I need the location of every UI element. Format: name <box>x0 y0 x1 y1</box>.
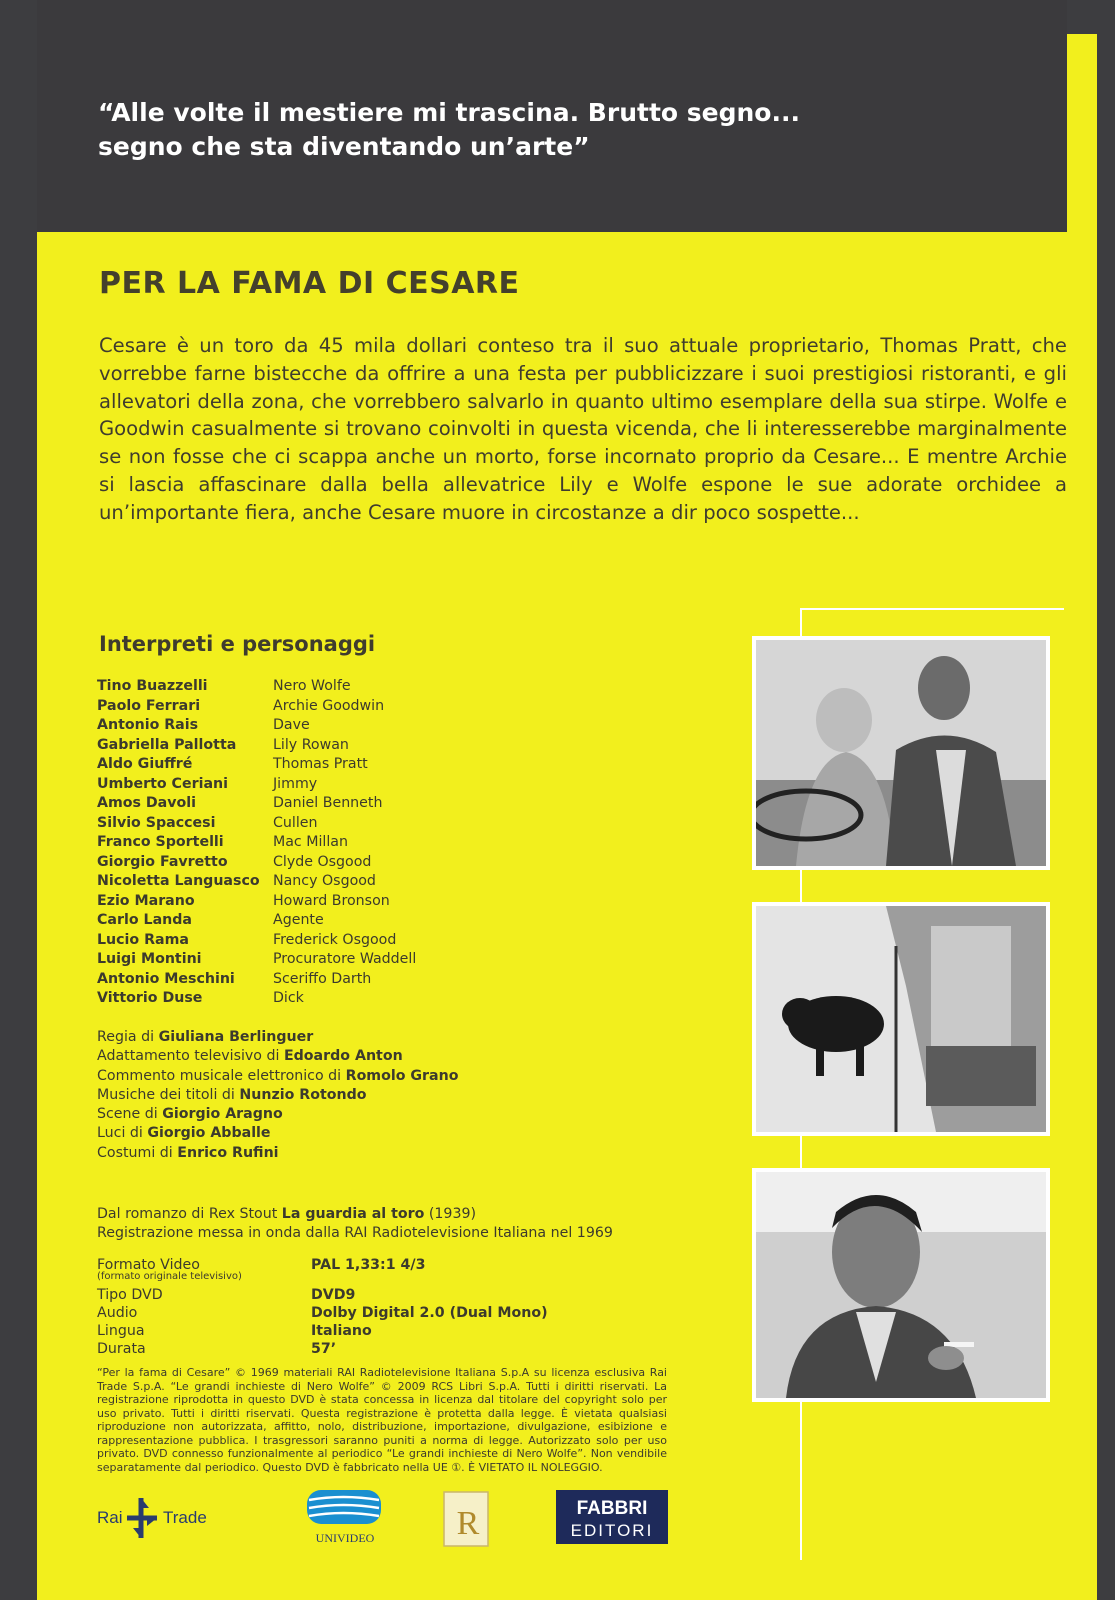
spec-audio-value: Dolby Digital 2.0 (Dual Mono) <box>311 1305 548 1321</box>
cast-row <box>97 853 416 873</box>
cast-row <box>97 775 416 795</box>
crew-person-name: Giorgio Aragno <box>162 1106 283 1123</box>
crew-role-label: Costumi di <box>97 1144 173 1161</box>
crew-person-name: Romolo Grano <box>345 1067 459 1084</box>
crew-role-label: Musiche dei titoli di <box>97 1086 235 1103</box>
cast-row <box>97 755 416 775</box>
fabbri-logo-text: FABBRI <box>576 1498 648 1519</box>
rizzoli-logo <box>442 1490 492 1550</box>
spec-duration <box>97 1340 337 1358</box>
novel-line <box>97 1205 613 1224</box>
spec-type-label: Tipo DVD <box>97 1287 163 1303</box>
cast-actor: Nicoletta Languasco <box>97 873 260 889</box>
crew-person-name: Nunzio Rotondo <box>239 1086 367 1103</box>
crew-role-label: Commento musicale elettronico di <box>97 1067 342 1084</box>
page-title: PER LA FAMA DI CESARE <box>99 266 520 301</box>
crew-line <box>97 1028 458 1047</box>
scene-photo-bull <box>752 902 1050 1136</box>
scene-photo-man <box>752 1168 1050 1402</box>
cast-row <box>97 814 416 834</box>
cast-role: Thomas Pratt <box>273 756 368 772</box>
crew-credits <box>97 1028 458 1163</box>
cast-actor: Silvio Spaccesi <box>97 814 216 831</box>
spec-language-label: Lingua <box>97 1323 145 1339</box>
cast-role: Dave <box>273 717 310 733</box>
spec-language-value: Italiano <box>311 1323 372 1339</box>
spec-type <box>97 1286 356 1304</box>
crew-person-name: Giorgio Abballe <box>147 1125 271 1142</box>
cast-actor: Aldo Giuffré <box>97 756 193 772</box>
spec-duration-value: 57’ <box>311 1341 337 1357</box>
spec-format-label: Formato Video <box>97 1257 200 1273</box>
cast-role: Cullen <box>273 814 318 831</box>
cast-row <box>97 931 416 951</box>
cast-heading: Interpreti e personaggi <box>99 632 376 656</box>
cast-row <box>97 950 416 970</box>
cast-role: Nero Wolfe <box>273 678 351 694</box>
cast-row <box>97 892 416 912</box>
broadcast-line: Registrazione messa in onda dalla RAI Radiotelevisione Italiana nel 1969 <box>97 1225 613 1241</box>
cast-row <box>97 677 416 697</box>
editori-logo-text: EDITORI <box>570 1521 654 1540</box>
cast-role: Mac Millan <box>273 834 348 850</box>
crew-line <box>97 1067 458 1086</box>
cast-actor: Gabriella Pallotta <box>97 736 237 753</box>
scene-photo-car <box>752 636 1050 870</box>
cast-row <box>97 716 416 736</box>
quote-line-2: segno che sta diventando un’arte” <box>98 132 590 161</box>
cast-actor: Antonio Rais <box>97 717 199 733</box>
fabbri-editori-logo <box>556 1490 668 1546</box>
quote <box>98 96 998 164</box>
crew-line <box>97 1105 458 1124</box>
novel-title: La guardia al toro <box>281 1206 425 1222</box>
crew-person-name: Edoardo Anton <box>283 1048 403 1065</box>
source-info <box>97 1205 613 1243</box>
novel-prefix: Dal romanzo di Rex Stout <box>97 1206 278 1222</box>
cast-role: Frederick Osgood <box>273 931 397 948</box>
cast-row <box>97 794 416 814</box>
crew-person-name: Giuliana Berlinguer <box>158 1029 314 1045</box>
legal-notice: “Per la fama di Cesare” © 1969 materiali RAI Radiotelevisione Italiana S.p.A su licenza esclusiva Rai Trade S.p.A. “Le grandi inchieste di Nero Wolfe” © 2009 RCS Libri S.p.A. Tutti i diritti riservati. La registrazione riprodotta in questo DVD è stata concessa in licenza dal titolare del copyright solo per uso privato. Tutti i diritti riservati. Questa registrazione è protetta dalla legge. È vietata qualsiasi riproduzione non autorizzata, affitto, nolo, distribuzione, importazione, divulgazione, esibizione e rappresentazione pubblica. I trasgressori saranno puniti a norma di legge. Autorizzato solo per uso privato. DVD connesso funzionalmente al periodico “Le grandi inchieste di Nero Wolfe”. Non vendibile separatamente dal periodico. Questo DVD è fabbricato nella UE ①. È VIETATO IL NOLEGGIO. <box>97 1366 667 1474</box>
cast-role: Sceriffo Darth <box>273 970 372 987</box>
cast-row <box>97 872 416 892</box>
cast-actor: Paolo Ferrari <box>97 697 201 714</box>
cast-role: Daniel Benneth <box>273 795 383 811</box>
cast-actor: Vittorio Duse <box>97 990 203 1006</box>
spec-format-value: PAL 1,33:1 4/3 <box>311 1257 426 1273</box>
cast-table <box>97 677 416 1009</box>
cast-row <box>97 911 416 931</box>
cast-actor: Carlo Landa <box>97 912 192 928</box>
cast-row <box>97 989 416 1009</box>
technical-specs <box>97 1256 548 1358</box>
rizzoli-logo-text: R <box>456 1505 480 1542</box>
spec-audio <box>97 1304 548 1322</box>
trade-logo-text: Trade <box>163 1508 207 1527</box>
spec-format <box>97 1256 426 1274</box>
crew-role-label: Scene di <box>97 1106 158 1123</box>
cast-role: Clyde Osgood <box>273 853 372 870</box>
cast-row <box>97 833 416 853</box>
cast-role: Archie Goodwin <box>273 697 385 714</box>
spec-format-note: (formato originale televisivo) <box>97 1271 242 1282</box>
cast-role: Procuratore Waddell <box>273 951 417 967</box>
spec-type-value: DVD9 <box>311 1287 356 1303</box>
univideo-logo <box>303 1490 387 1552</box>
crew-role-label: Adattamento televisivo di <box>97 1048 280 1065</box>
crew-line <box>97 1124 458 1143</box>
cast-role: Lily Rowan <box>273 736 349 753</box>
cast-actor: Ezio Marano <box>97 892 195 909</box>
quote-line-1: “Alle volte il mestiere mi trascina. Brutto segno... <box>98 98 800 127</box>
cast-role: Dick <box>273 990 304 1006</box>
cast-actor: Amos Davoli <box>97 795 196 811</box>
spec-audio-label: Audio <box>97 1305 138 1321</box>
cast-actor: Antonio Meschini <box>97 970 235 987</box>
synopsis: Cesare è un toro da 45 mila dollari conteso tra il suo attuale proprietario, Thomas Pratt, che vorrebbe farne bistecche da offrire a una festa per pubblicizzare i suoi prestigiosi ristoranti, e gli allevatori della zona, che vorrebbero salvarlo in quanto ultimo esemplare della sua stirpe. Wolfe e Goodwin casualmente si trovano coinvolti in questa vicenda, che li interesserebbe marginalmente se non fosse che ci scappa anche un morto, forse incornato proprio da Cesare... E mentre Archie si lascia affascinare dalla bella allevatrice Lily e Wolfe espone le sue adorate orchidee a un’importante fiera, anche Cesare muore in circostanze a dir poco sospette... <box>99 334 1067 524</box>
spec-language <box>97 1322 372 1340</box>
novel-year: (1939) <box>428 1206 477 1222</box>
crew-role-label: Regia di <box>97 1029 155 1045</box>
cast-actor: Luigi Montini <box>97 951 202 967</box>
cast-row <box>97 697 416 717</box>
crew-line <box>97 1086 458 1105</box>
spec-duration-label: Durata <box>97 1341 146 1357</box>
cast-actor: Franco Sportelli <box>97 834 224 850</box>
crew-line <box>97 1144 458 1163</box>
cast-actor: Umberto Ceriani <box>97 775 228 792</box>
crew-line <box>97 1047 458 1066</box>
crew-person-name: Enrico Rufini <box>177 1144 279 1161</box>
cast-row <box>97 736 416 756</box>
cast-role: Jimmy <box>273 775 318 792</box>
rai-logo-text: Rai <box>97 1508 123 1527</box>
cast-actor: Tino Buazzelli <box>97 678 208 694</box>
cast-role: Howard Bronson <box>273 892 390 909</box>
cast-actor: Giorgio Favretto <box>97 853 228 870</box>
univideo-logo-text: UNIVIDEO <box>315 1531 375 1545</box>
cast-actor: Lucio Rama <box>97 931 189 948</box>
cast-role: Agente <box>273 912 324 928</box>
cast-row <box>97 970 416 990</box>
cast-role: Nancy Osgood <box>273 873 376 889</box>
rai-trade-logo <box>97 1490 257 1550</box>
crew-role-label: Luci di <box>97 1125 143 1142</box>
publisher-logos <box>97 1490 697 1560</box>
